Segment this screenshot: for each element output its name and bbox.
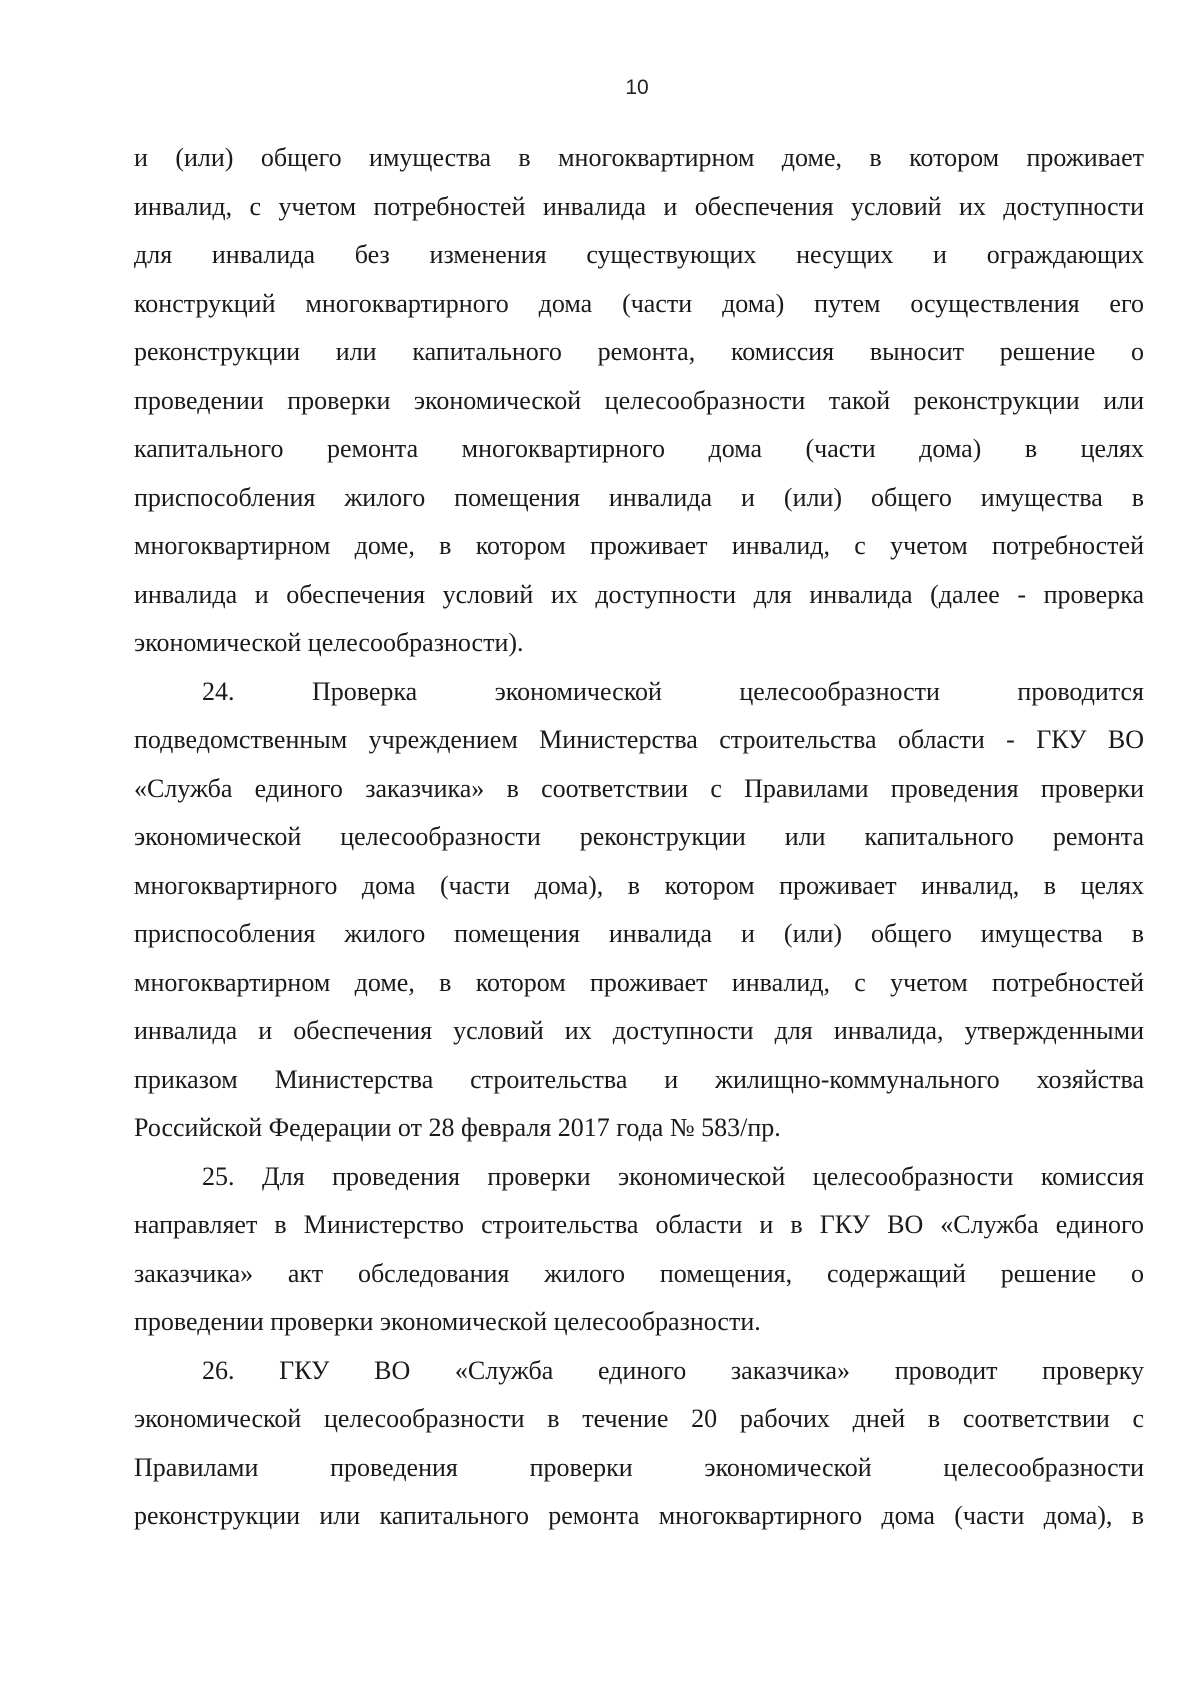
- text-line: направляет в Министерство строительства области и в ГКУ ВО «Служба единого: [134, 1210, 1144, 1239]
- text-line: многоквартирного дома (части дома), в котором проживает инвалид, в целях: [134, 870, 1144, 900]
- document-body: [134, 134, 1144, 1541]
- text-line: многоквартирном доме, в котором проживает инвалид, с учетом потребностей: [134, 967, 1144, 997]
- text-line: реконструкции или капитального ремонта, комиссия выносит решение о: [134, 337, 1144, 366]
- text-line: инвалида и обеспечения условий их доступности для инвалида, утвержденными: [134, 1016, 1144, 1045]
- text-line: конструкций многоквартирного дома (части дома) путем осуществления его: [134, 288, 1144, 318]
- text-line: проведении проверки экономической целесообразности такой реконструкции или: [134, 385, 1144, 415]
- page-number: 10: [625, 76, 649, 99]
- text-line: капитального ремонта многоквартирного дома (части дома) в целях: [134, 434, 1144, 463]
- text-line: и (или) общего имущества в многоквартирном доме, в котором проживает: [134, 143, 1144, 172]
- text-line: для инвалида без изменения существующих несущих и ограждающих: [134, 240, 1144, 269]
- text-line: проведении проверки экономической целесообразности.: [134, 1307, 761, 1336]
- text-line: Правилами проведения проверки экономической целесообразности: [134, 1452, 1144, 1482]
- text-line: реконструкции или капитального ремонта многоквартирного дома (части дома), в: [134, 1501, 1144, 1530]
- text-line: экономической целесообразности в течение 20 рабочих дней в соответствии с: [134, 1404, 1144, 1433]
- text-line: инвалид, с учетом потребностей инвалида и обеспечения условий их доступности: [134, 191, 1144, 221]
- text-line: подведомственным учреждением Министерства строительства области - ГКУ ВО: [134, 725, 1144, 754]
- text-line: Российской Федерации от 28 февраля 2017 года № 583/пр.: [134, 1113, 781, 1142]
- text-line: экономической целесообразности реконструкции или капитального ремонта: [134, 822, 1144, 851]
- text-line: приспособления жилого помещения инвалида и (или) общего имущества в: [134, 919, 1144, 948]
- text-line: экономической целесообразности).: [134, 628, 524, 657]
- text-line: многоквартирном доме, в котором проживает инвалид, с учетом потребностей: [134, 531, 1144, 560]
- text-line: инвалида и обеспечения условий их доступности для инвалида (далее - проверка: [134, 579, 1144, 609]
- paragraph-24-first-line: 24. Проверка экономической целесообразности проводится: [202, 676, 1144, 706]
- text-line: заказчика» акт обследования жилого помещения, содержащий решение о: [134, 1258, 1144, 1288]
- text-line: приспособления жилого помещения инвалида и (или) общего имущества в: [134, 482, 1144, 512]
- text-line: приказом Министерства строительства и жилищно-коммунального хозяйства: [134, 1064, 1144, 1094]
- text-line: «Служба единого заказчика» в соответствии с Правилами проведения проверки: [134, 773, 1144, 803]
- paragraph-26-first-line: 26. ГКУ ВО «Служба единого заказчика» проводит проверку: [202, 1355, 1144, 1385]
- paragraph-25-first-line: 25. Для проведения проверки экономической целесообразности комиссия: [202, 1161, 1144, 1191]
